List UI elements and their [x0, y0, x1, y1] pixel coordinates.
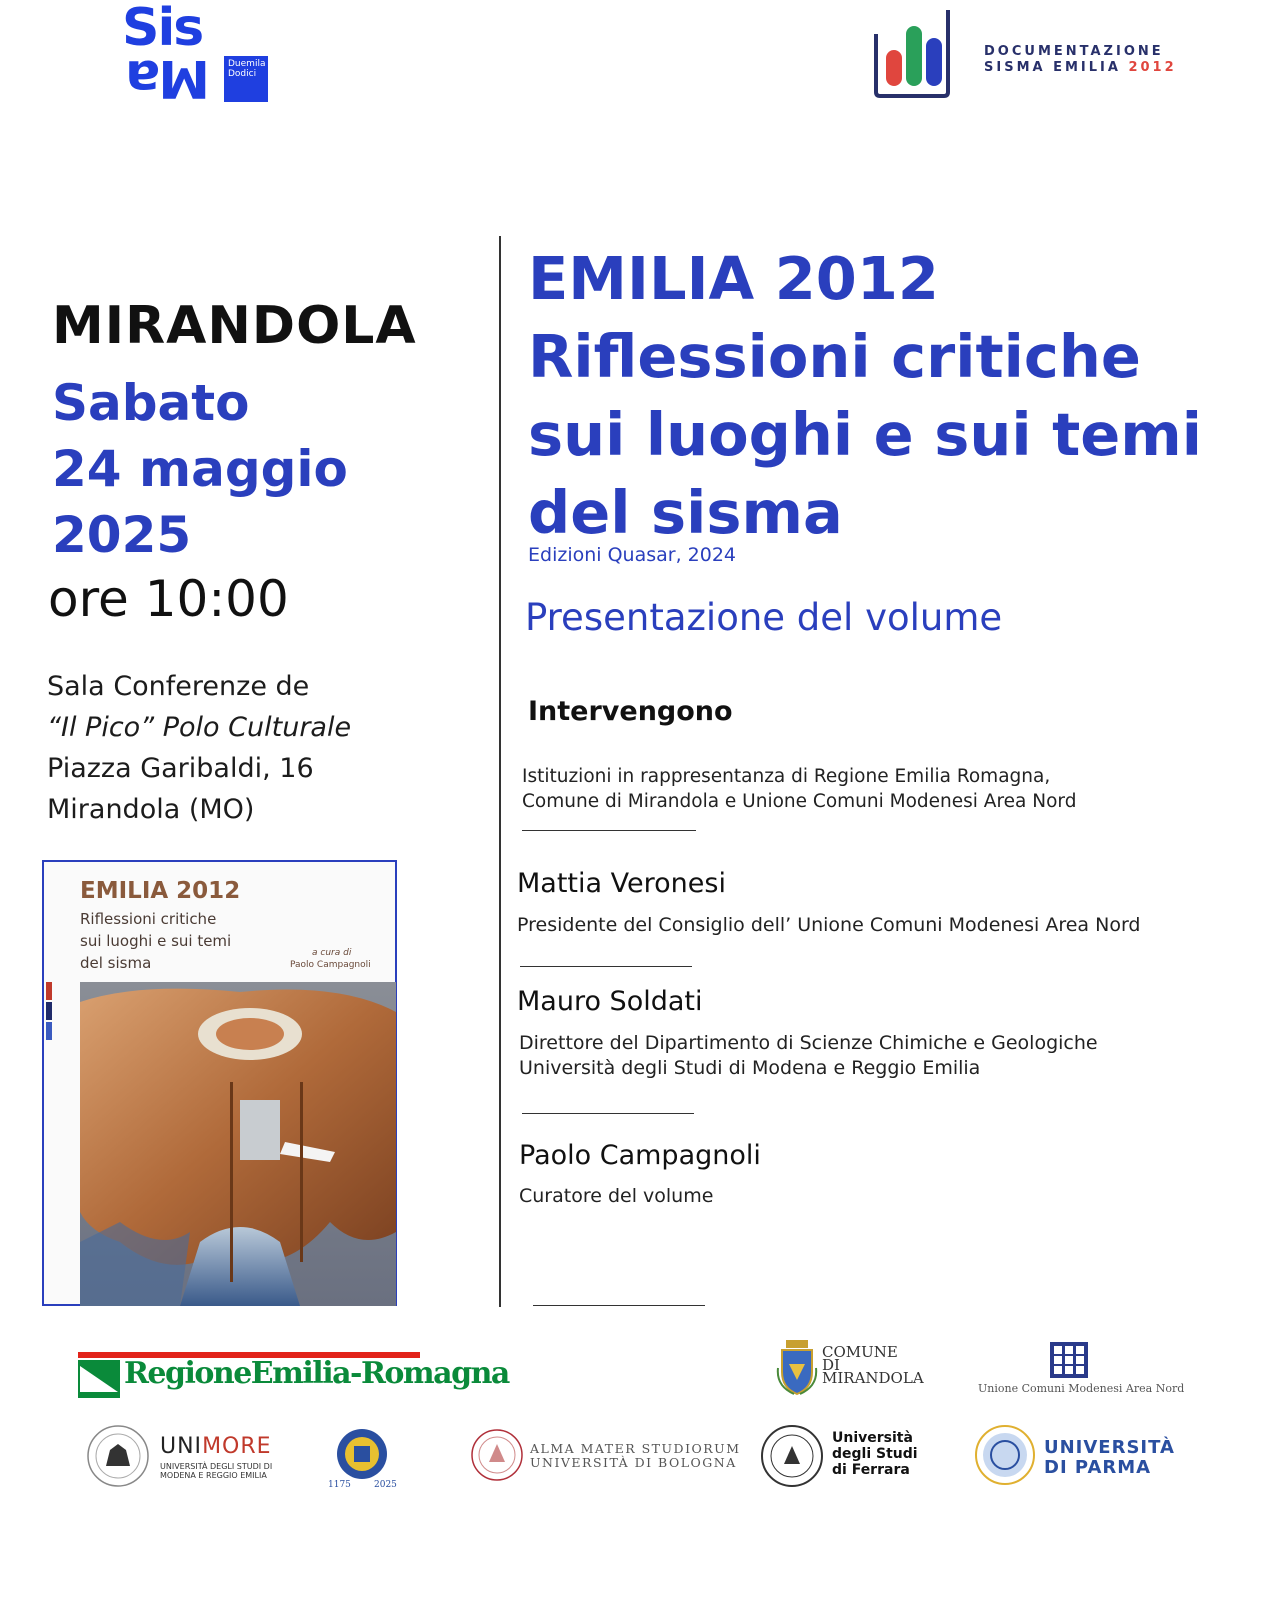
book-main-title: EMILIA 2012 Riflessioni critiche sui luoghi e sui temi del sisma: [528, 244, 1203, 547]
comune-text: COMUNE DI MIRANDOLA: [822, 1343, 924, 1387]
sisma-logo: [122, 2, 272, 106]
venue-line3: Piazza Garibaldi, 16: [47, 753, 314, 784]
ucman-logo: [978, 1342, 1185, 1402]
regione-emilia-romagna-logo: [78, 1352, 509, 1402]
book-cover: [42, 860, 397, 1306]
anniversary-medal-icon: [334, 1428, 390, 1480]
event-date-text: 24 maggio: [52, 440, 348, 498]
separator: [522, 1113, 694, 1114]
book-subtitle: Riflessioni critiche sui luoghi e sui temi del sisma: [80, 910, 232, 972]
separator: [533, 1305, 705, 1306]
documentazione-line1: DOCUMENTAZIONE: [984, 44, 1164, 59]
unipr-seal-icon: [974, 1424, 1036, 1486]
unimore-logo: [86, 1424, 276, 1488]
speaker-name: Paolo Campagnoli: [519, 1140, 761, 1171]
event-city: MIRANDOLA: [52, 296, 417, 356]
event-venue: [47, 666, 351, 830]
unibo-text: ALMA MATER STUDIORUM UNIVERSITÀ DI BOLOGNA: [530, 1441, 741, 1470]
unipr-logo: [974, 1424, 1174, 1488]
publisher: Edizioni Quasar, 2024: [528, 544, 737, 566]
unibo-logo: [470, 1428, 741, 1486]
sisma-logo-box: [224, 56, 268, 102]
anniversary-year-right: 2025: [374, 1480, 397, 1490]
book-curator-label: a cura di: [312, 948, 352, 958]
venue-line2: “Il Pico” Polo Culturale: [47, 712, 352, 743]
speaker-role: Presidente del Consiglio dell’ Unione Comuni Modenesi Area Nord: [517, 914, 1141, 936]
book-cover-photo: [80, 982, 396, 1306]
rer-text: RegioneEmilia-Romagna: [124, 1356, 509, 1391]
venue-line4: Mirandola (MO): [47, 794, 255, 825]
unibo-seal-icon: [470, 1428, 524, 1482]
ucman-text: Unione Comuni Modenesi Area Nord: [978, 1382, 1185, 1395]
rer-flag-icon: [78, 1360, 120, 1398]
institutions-text: Istituzioni in rappresentanza di Regione Emilia Romagna, Comune di Mirandola e Unione Comuni Modenesi Area Nord: [522, 766, 1077, 812]
unimore-subtitle: UNIVERSITÀ DEGLI STUDI DI MODENA E REGGIO EMILIA: [160, 1462, 273, 1480]
comune-mirandola-logo: [776, 1338, 926, 1400]
coat-of-arms-icon: [776, 1338, 818, 1396]
separator: [522, 830, 696, 831]
speaker-role: Curatore del volume: [519, 1185, 714, 1207]
book-spine-stripes: [46, 982, 52, 1042]
unife-text: Università degli Studi di Ferrara: [832, 1430, 918, 1478]
event-year: 2025: [52, 506, 192, 564]
speaker-name: Mauro Soldati: [517, 986, 703, 1017]
sisma-logo-top: Sis: [122, 0, 203, 58]
event-day: Sabato: [52, 374, 250, 432]
event-date: [52, 370, 348, 568]
unimore-seal-icon: [86, 1424, 150, 1488]
anniversary-logo: [328, 1428, 398, 1492]
speakers-heading: Intervengono: [528, 696, 733, 727]
documentazione-year: 2012: [1128, 60, 1177, 75]
speaker-role: Direttore del Dipartimento di Scienze Chimiche e Geologiche Università degli Studi di Modena e Reggio Emilia: [519, 1032, 1098, 1079]
anniversary-year-left: 1175: [328, 1480, 351, 1490]
separator: [520, 966, 692, 967]
unipr-text: UNIVERSITÀ DI PARMA: [1044, 1437, 1175, 1478]
book-curator-name: Paolo Campagnoli: [290, 960, 371, 970]
sisma-box-line1: Duemila: [228, 59, 266, 69]
event-time: ore 10:00: [48, 570, 289, 628]
unife-logo: [760, 1424, 930, 1488]
venue-line1: Sala Conferenze de: [47, 671, 310, 702]
documentazione-logo: [880, 6, 1180, 102]
sisma-box-line2: Dodici: [228, 69, 257, 79]
ucman-emblem-icon: [1050, 1342, 1088, 1378]
presentation-label: Presentazione del volume: [525, 596, 1003, 639]
unimore-text: UNIMORE: [160, 1434, 272, 1459]
unife-seal-icon: [760, 1424, 824, 1488]
column-divider: [499, 236, 501, 1307]
documentazione-line2: SISMA EMILIA 2012: [984, 60, 1177, 75]
book-title: EMILIA 2012: [80, 878, 241, 904]
sisma-logo-bottom: Ma: [127, 48, 210, 108]
bar-chart-icon: [856, 6, 952, 98]
speaker-name: Mattia Veronesi: [517, 868, 726, 899]
